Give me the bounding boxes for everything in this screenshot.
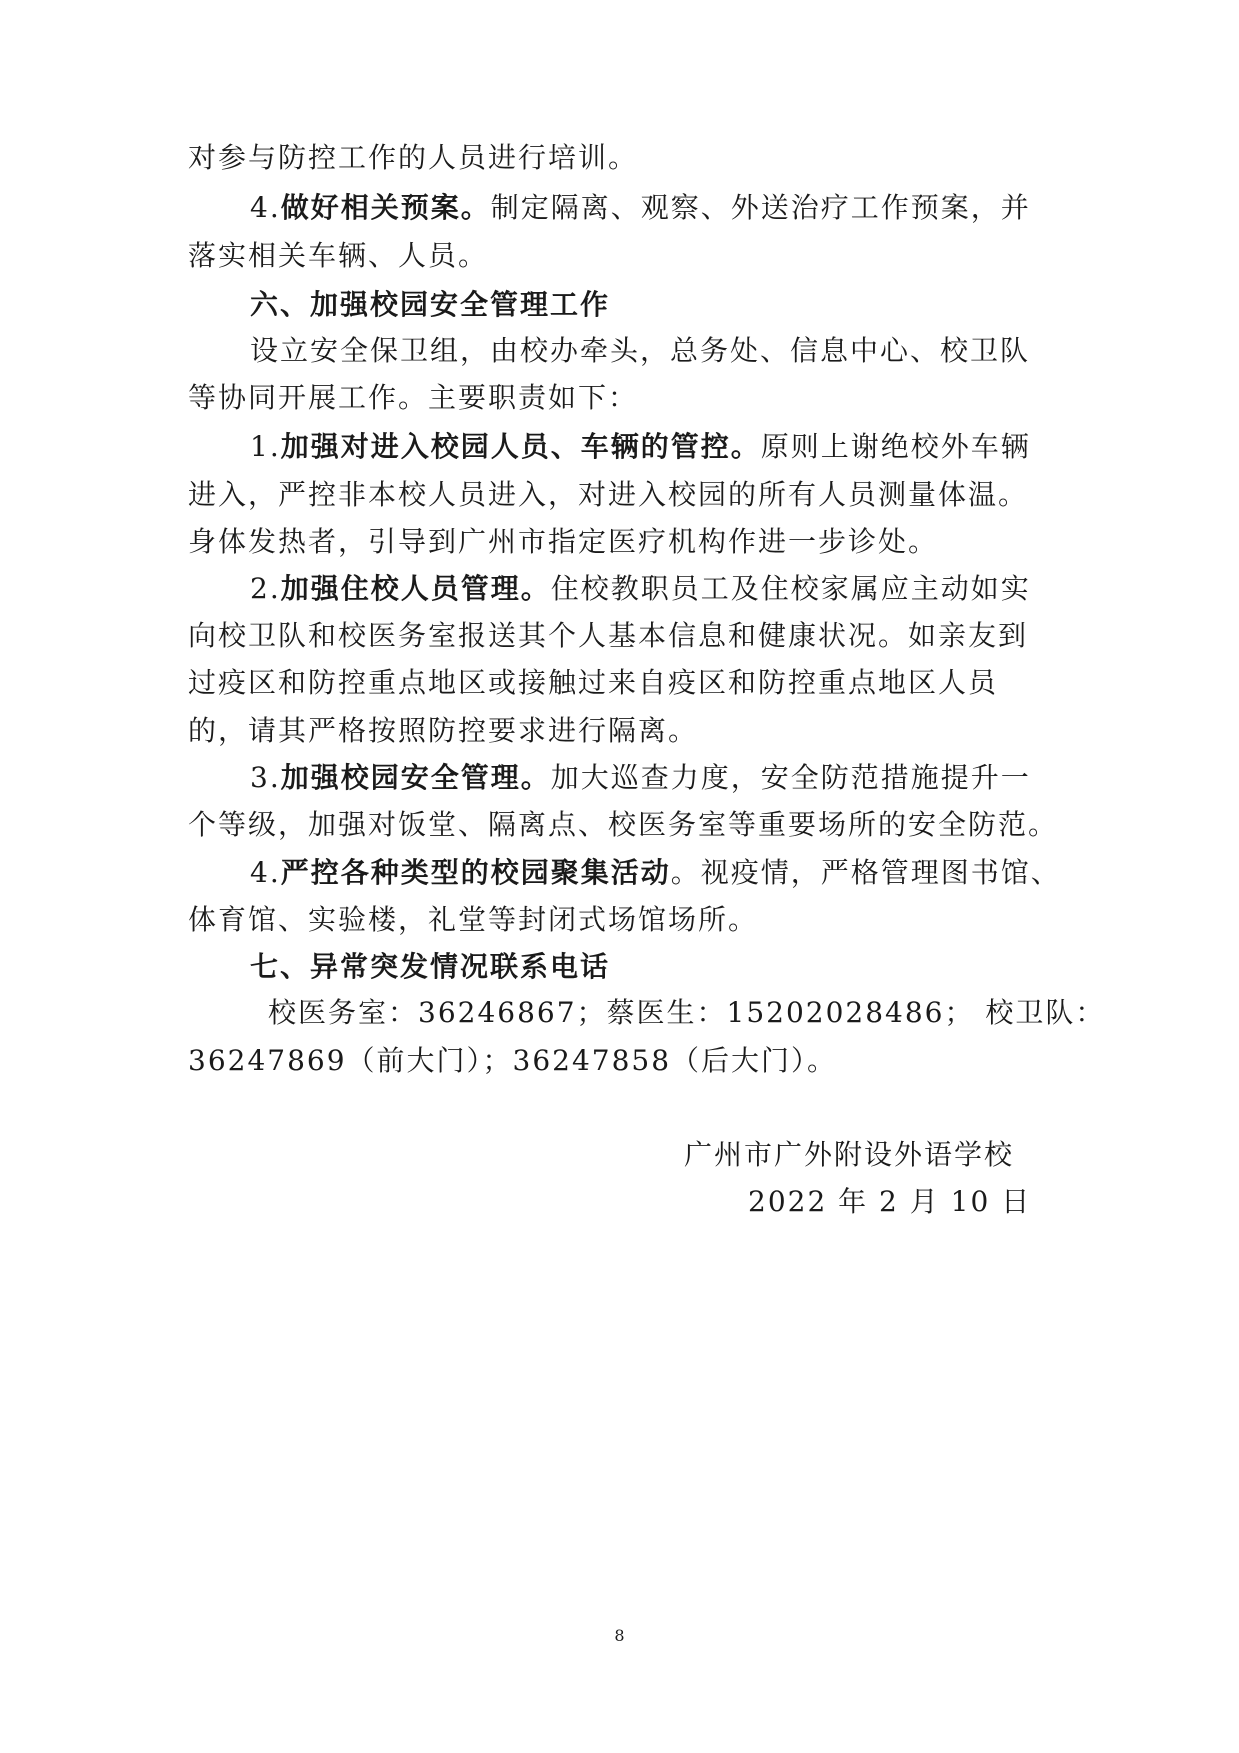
item-bold-lead: 加强对进入校园人员、车辆的管控。 [280, 430, 761, 463]
paragraph-line: 校医务室：36246867；蔡医生：15202028486； 校卫队： [268, 996, 1106, 1029]
item-text: 原则上谢绝校外车辆 [760, 430, 1031, 463]
item-text: 。视疫情，严格管理图书馆、 [670, 856, 1061, 889]
paragraph-line: 对参与防控工作的人员进行培训。 [188, 141, 639, 174]
paragraph-line: 36247869（前大门）；36247858（后大门）。 [188, 1044, 838, 1077]
paragraph-line [250, 569, 1031, 609]
paragraph-line: 设立安全保卫组，由校办牵头，总务处、信息中心、校卫队 [250, 334, 1031, 367]
section-heading: 七、异常突发情况联系电话 [250, 950, 611, 983]
item-text: 住校教职员工及住校家属应主动如实 [550, 572, 1031, 605]
paragraph-line: 等协同开展工作。主要职责如下： [188, 381, 639, 414]
item-bold-lead: 严控各种类型的校园聚集活动 [280, 856, 671, 889]
item-text: 制定隔离、观察、外送治疗工作预案，并 [490, 191, 1031, 224]
item-number: 4. [250, 856, 281, 889]
item-bold-lead: 加强住校人员管理。 [280, 572, 551, 605]
item-bold-lead: 加强校园安全管理。 [280, 761, 551, 794]
item-number: 3. [250, 761, 281, 794]
paragraph-line: 进入，严控非本校人员进入，对进入校园的所有人员测量体温。 [188, 478, 1029, 511]
signature-date: 2022 年 2 月 10 日 [748, 1185, 1032, 1218]
item-number: 2. [250, 572, 281, 605]
section-heading: 六、加强校园安全管理工作 [250, 288, 611, 321]
paragraph-line: 体育馆、实验楼，礼堂等封闭式场馆场所。 [188, 903, 759, 936]
item-bold-lead: 做好相关预案。 [280, 191, 491, 224]
paragraph-line: 个等级，加强对饭堂、隔离点、校医务室等重要场所的安全防范。 [188, 808, 1059, 841]
paragraph-line: 身体发热者，引导到广州市指定医疗机构作进一步诊处。 [188, 525, 939, 558]
paragraph-line: 过疫区和防控重点地区或接触过来自疫区和防控重点地区人员 [188, 666, 999, 699]
item-number: 4. [250, 191, 281, 224]
signature-organization: 广州市广外附设外语学校 [684, 1138, 1015, 1171]
paragraph-line [250, 188, 1031, 228]
paragraph-line [250, 758, 1031, 798]
paragraph-line: 的，请其严格按照防控要求进行隔离。 [188, 714, 699, 747]
paragraph-line: 向校卫队和校医务室报送其个人基本信息和健康状况。如亲友到 [188, 619, 1029, 652]
page-number: 8 [614, 1626, 625, 1645]
paragraph-line: 落实相关车辆、人员。 [188, 239, 489, 272]
paragraph-line [250, 427, 1031, 467]
paragraph-line [250, 853, 1061, 893]
item-text: 加大巡查力度，安全防范措施提升一 [550, 761, 1031, 794]
item-number: 1. [250, 430, 281, 463]
